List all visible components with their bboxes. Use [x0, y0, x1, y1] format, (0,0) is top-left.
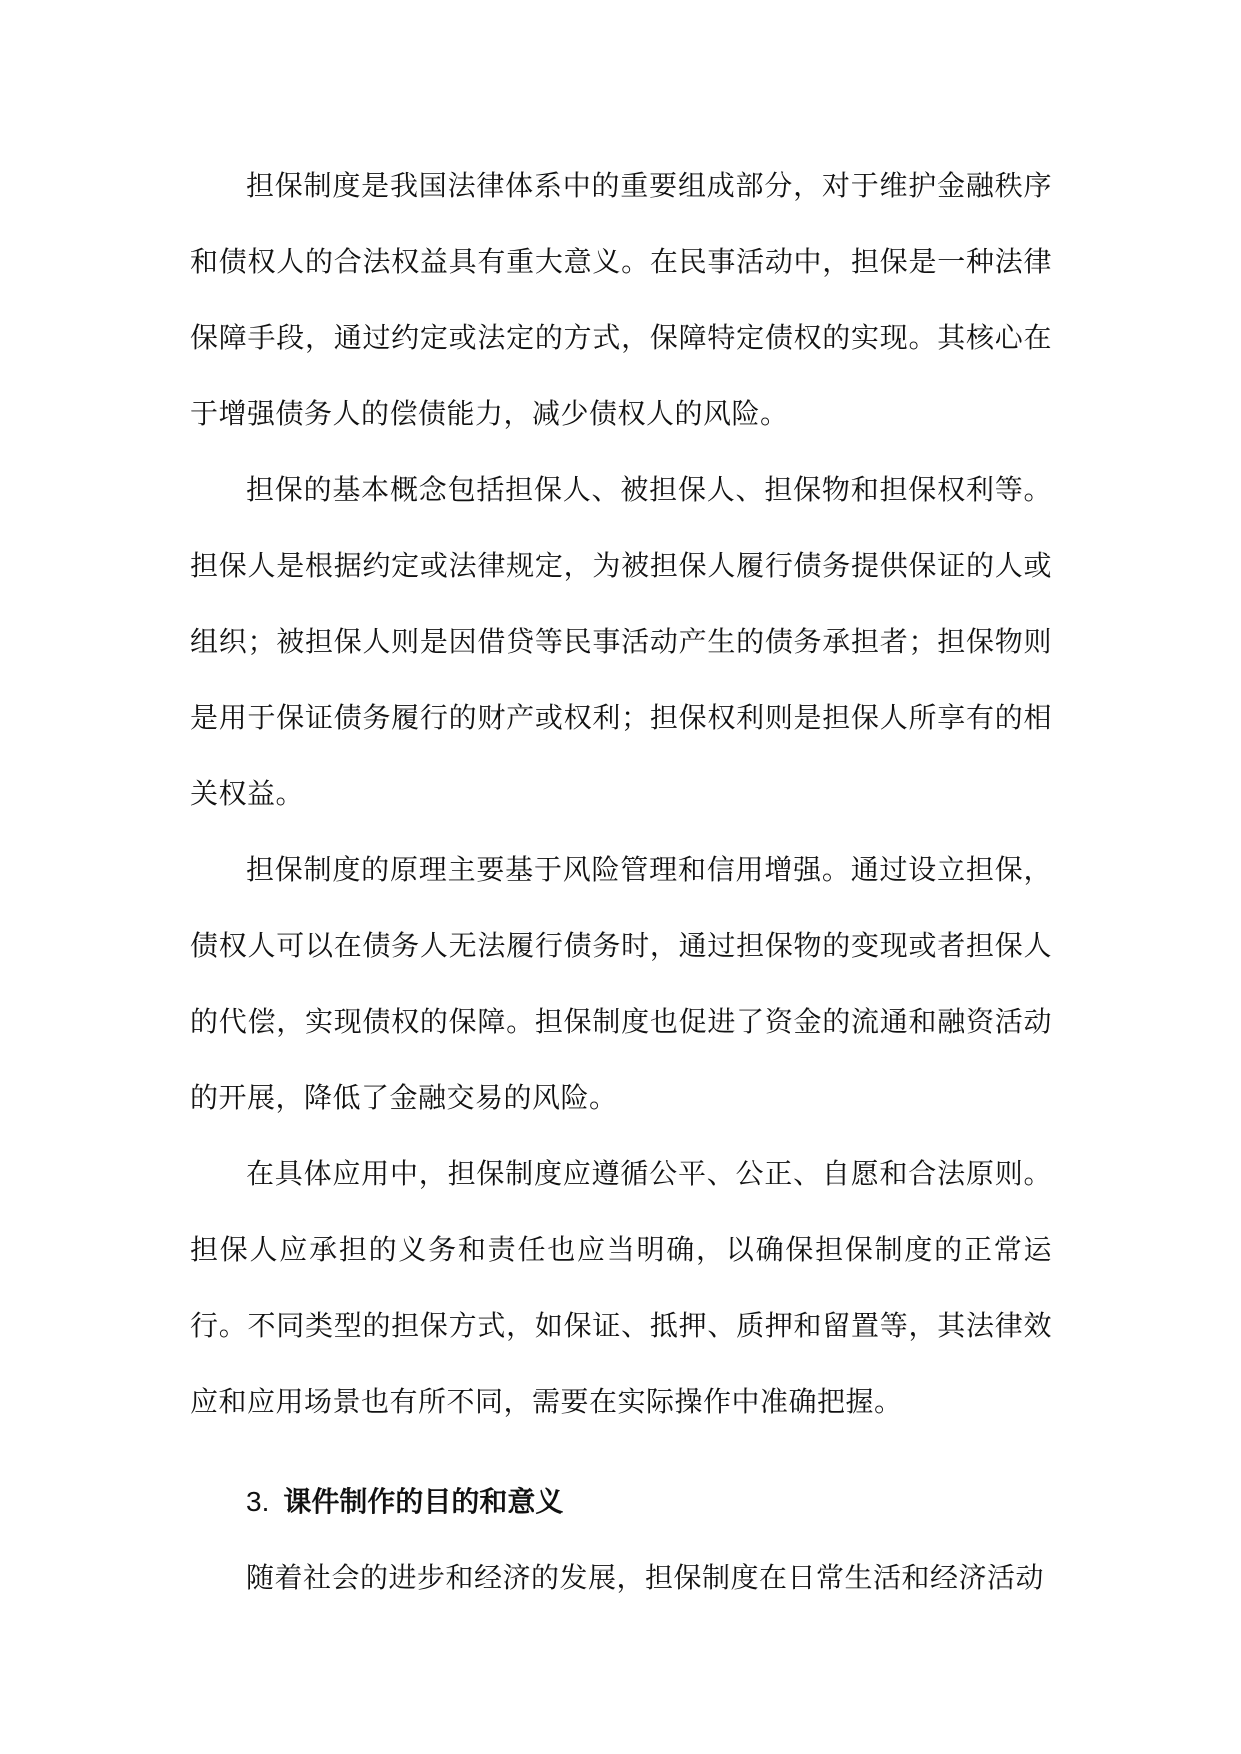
section-title: 课件制作的目的和意义 — [283, 1485, 564, 1518]
section-number: 3. — [246, 1486, 270, 1517]
paragraph-basic-concepts: 担保的基本概念包括担保人、被担保人、担保物和担保权利等。担保人是根据约定或法律规定，为被担保人履行债务提供保证的人或组织；被担保人则是因借贷等民事活动产生的债务承担者；担保物则是用于保证债务履行的财产或权利；担保权利则是担保人所享有的相关权益。 — [190, 473, 1052, 810]
paragraph-section-intro: 随着社会的进步和经济的发展，担保制度在日常生活和经济活动 — [246, 1561, 1045, 1594]
section-heading — [190, 1464, 1052, 1540]
paragraph-application: 在具体应用中，担保制度应遵循公平、公正、自愿和合法原则。担保人应承担的义务和责任也应当明确，以确保担保制度的正常运行。不同类型的担保方式，如保证、抵押、质押和留置等，其法律效应和应用场景也有所不同，需要在实际操作中准确把握。 — [190, 1157, 1052, 1418]
document-body — [190, 148, 1052, 1616]
paragraph-principles: 担保制度的原理主要基于风险管理和信用增强。通过设立担保，债权人可以在债务人无法履行债务时，通过担保物的变现或者担保人的代偿，实现债权的保障。担保制度也促进了资金的流通和融资活动的开展，降低了金融交易的风险。 — [190, 853, 1052, 1114]
paragraph-guarantee-overview: 担保制度是我国法律体系中的重要组成部分，对于维护金融秩序和债权人的合法权益具有重大意义。在民事活动中，担保是一种法律保障手段，通过约定或法定的方式，保障特定债权的实现。其核心在于增强债务人的偿债能力，减少债权人的风险。 — [190, 169, 1052, 430]
